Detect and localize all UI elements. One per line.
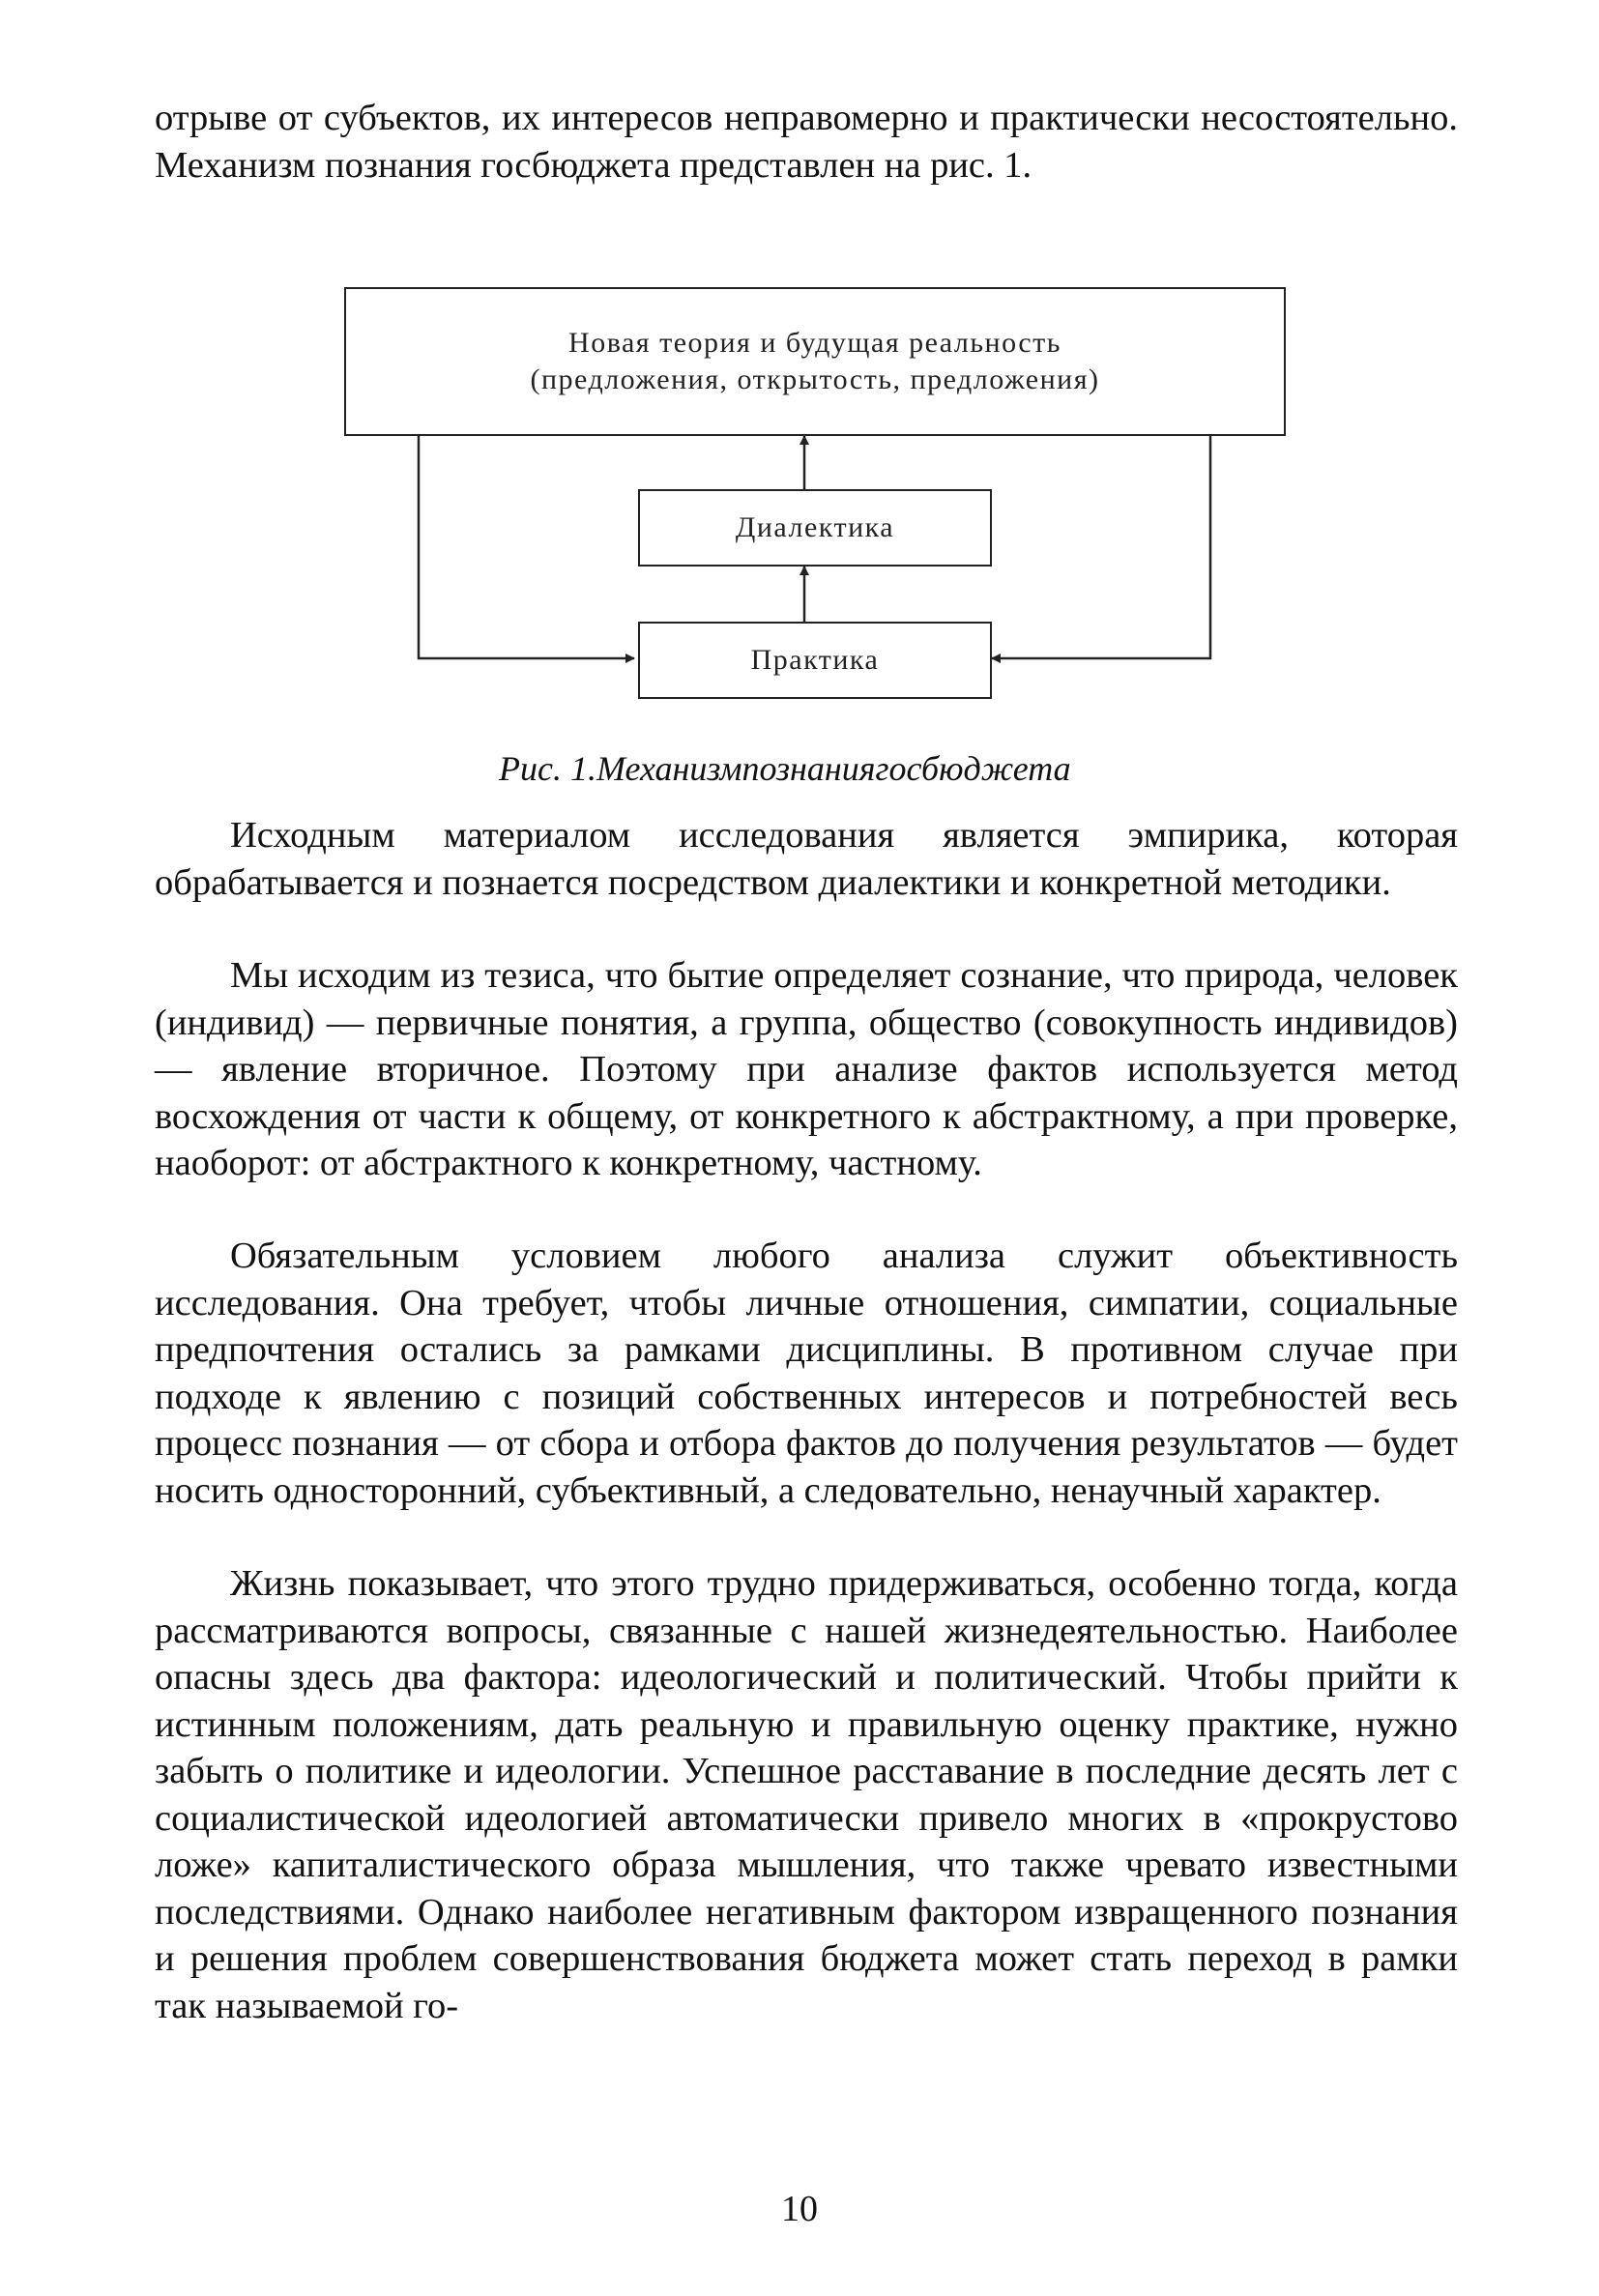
- box-dialectics-label: Диалектика: [735, 511, 895, 543]
- page-number: 10: [781, 2189, 818, 2229]
- paragraph-intro: отрыве от субъектов, их интересов неправомерно и практически несостоятельно. Механизм познания госбюджета представлен на рис. 1.: [155, 98, 1458, 186]
- paragraph-3: Обязательным условием любого анализа служит объективность исследования. Она требует, чтобы личные отношения, симпатии, социальные предпочтения остались за рамками дисциплины. В противном случае при подходе к явлению с позиций собственных интересов и потребностей весь процесс познания — от сбора и отбора фактов до получения результатов — будет носить односторонний, субъективный, а следовательно, ненаучный характер.: [155, 1235, 1458, 1511]
- box-new-theory-line2: (предложения, открытость, предложения): [530, 363, 1100, 395]
- arrow-theory-left-loop-to-practice: [419, 432, 634, 658]
- paragraph-4: Жизнь показывает, что этого трудно придерживаться, особенно тогда, когда рассматриваются вопросы, связанные с нашей жизнедеятельностью. Наиболее опасны здесь два фактора: идеологический и политический. Чтобы прийти к истинным положениям, дать реальную и правильную оценку практике, нужно забыть о политике и идеологии. Успешное расставание в последние десять лет с социалистической идеологией автоматически привело многих в «прокрустово ложе» капиталистического образа мышления, что также чревато известными последствиями. Однако наиболее негативным фактором извращенного познания и решения проблем совершенствования бюджета может стать переход в рамки так называемой го-: [155, 1563, 1458, 2026]
- box-new-theory: [344, 287, 1286, 436]
- paragraph-1: Исходным материалом исследования является эмпирика, которая обрабатывается и познается посредством диалектики и конкретной методики.: [155, 815, 1458, 903]
- box-practice-label: Практика: [750, 644, 880, 676]
- arrow-theory-right-loop-to-practice: [992, 432, 1210, 658]
- box-practice: [638, 622, 992, 699]
- figure-mechanism-diagram: [0, 0, 1599, 735]
- box-dialectics: [638, 489, 992, 567]
- box-new-theory-line1: Новая теория и будущая реальность: [568, 327, 1061, 359]
- figure-caption: Рис. 1.Механизмпознаниягосбюджета: [499, 749, 1071, 788]
- paragraph-2: Мы исходим из тезиса, что бытие определяет сознание, что природа, человек (индивид) — первичные понятия, а группа, общество (совокупность индивидов) — явление вторичное. Поэтому при анализе фактов используется метод восхождения от части к общему, от конкретного к абстрактному, а при проверке, наоборот: от абстрактного к конкретному, частному.: [155, 955, 1458, 1183]
